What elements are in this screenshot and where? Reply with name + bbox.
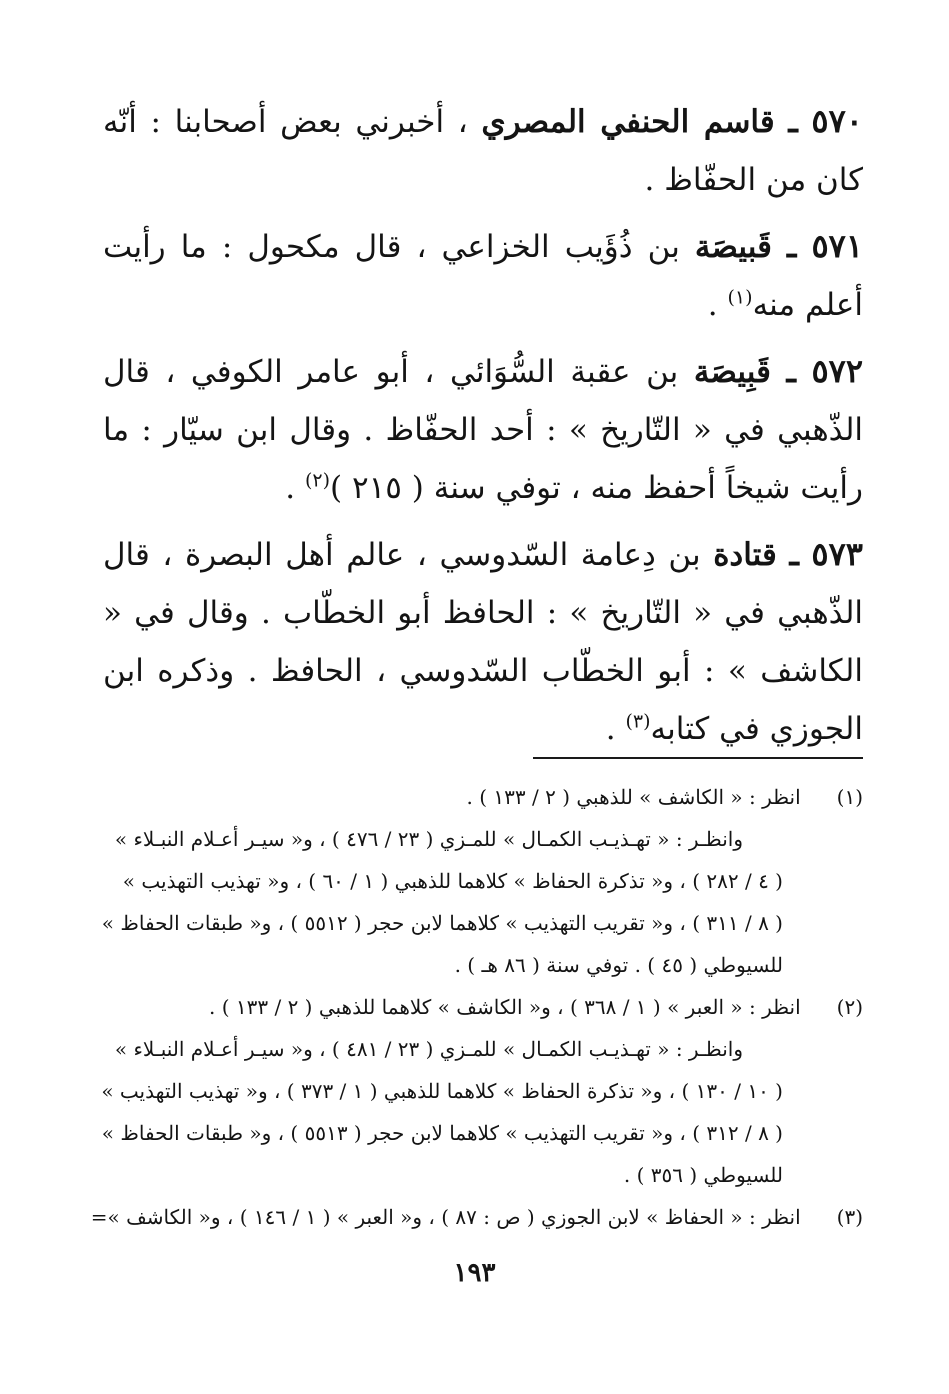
entry-name: قَبِيصَة	[693, 354, 771, 390]
footnote-line: وانظـر : « تهـذيـب الكمـال » للمـزي ( ٢٣ / ٤٧٦ ) ، و« سيـر أعـلام النبـلاء »	[114, 827, 743, 851]
footnote-number: (١)	[836, 785, 863, 809]
footnote-reference: (٣)	[625, 710, 651, 733]
entry-571	[103, 217, 863, 334]
entries-list	[103, 92, 863, 766]
footnote-2	[88, 986, 863, 1028]
footnote-number: (٢)	[836, 995, 863, 1019]
footnote-number: (٣)	[836, 1205, 863, 1229]
footnote-line: ( ٨ / ٣١١ ) ، و« تقريب التهذيب » كلاهما لابن حجر ( ٥٥١٢ ) ، و« طبقات الحفاظ »	[101, 911, 783, 935]
entry-number: ٥٧٣	[811, 535, 863, 573]
entry-end: .	[707, 287, 728, 323]
entry-name: قَبيصَة	[694, 229, 772, 265]
footnote-line: انظر : « العبر » ( ١ / ٣٦٨ ) ، و« الكاشف » كلاهما للذهبي ( ٢ / ١٣٣ ) .	[209, 995, 801, 1019]
entry-dash: ـ	[786, 352, 796, 390]
footnote-line: ( ٤ / ٢٨٢ ) ، و« تذكرة الحفاظ » كلاهما للذهبي ( ١ / ٦٠ ) ، و« تهذيب التهذيب »	[122, 869, 783, 893]
entry-end: .	[285, 470, 305, 506]
footnote-reference: (١)	[727, 286, 753, 309]
entry-572	[103, 342, 863, 517]
footnote-line: ( ٨ / ٣١٢ ) ، و« تقريب التهذيب » كلاهما لابن حجر ( ٥٥١٣ ) ، و« طبقات الحفاظ »	[101, 1121, 783, 1145]
entry-end: .	[605, 711, 626, 747]
entry-number: ٥٧٠	[811, 102, 863, 140]
footnote-line: للسيوطي ( ٣٥٦ ) .	[623, 1163, 783, 1187]
footnote-3	[88, 1196, 863, 1238]
entry-number: ٥٧٢	[811, 352, 864, 390]
entry-570	[103, 92, 863, 209]
footnote-line: ( ١٠ / ١٣٠ ) ، و« تذكرة الحفاظ » كلاهما للذهبي ( ١ / ٣٧٣ ) ، و« تهذيب التهذيب »	[101, 1079, 783, 1103]
entry-text: ، أخبرني بعض أصحابنا : أنّه كان من الحفّاظ .	[103, 104, 863, 198]
entry-text: بن عقبة السُّوَائي ، أبو عامر الكوفي ، قال الذّهبي في « التّاريخ » : أحد الحفّاظ . وقال ابن سيّار : ما رأيت شيخاً أحفظ منه ، توفي سنة ( ٢١٥ )	[103, 354, 863, 506]
footnote-line: للسيوطي ( ٤٥ ) . توفي سنة ( ٨٦ هـ ) .	[454, 953, 783, 977]
entry-dash: ـ	[789, 535, 799, 573]
footnote-1	[88, 776, 863, 818]
entry-text: بن دِعامة السّدوسي ، عالم أهل البصرة ، قال الذّهبي في « التّاريخ » : الحافظ أبو الخطّاب . وقال في « الكاشف » : أبو الخطّاب السّدوسي ، الحافظ . وذكره ابن الجوزي في كتابه	[103, 537, 863, 747]
entry-dash: ـ	[788, 102, 798, 140]
entry-number: ٥٧١	[811, 227, 864, 265]
entry-name: قتادة	[713, 537, 777, 573]
footnote-line: وانظـر : « تهـذيـب الكمـال » للمـزي ( ٢٣ / ٤٨١ ) ، و« سيـر أعـلام النبـلاء »	[114, 1037, 743, 1061]
entry-dash: ـ	[787, 227, 797, 265]
entry-text: بن ذُؤَيب الخزاعي ، قال مكحول : ما رأيت أعلم منه	[103, 229, 863, 323]
footnote-line: انظر : « الحفاظ » لابن الجوزي ( ص : ٨٧ ) ، و« العبر » ( ١ / ١٤٦ ) ، و« الكاشف »=	[90, 1205, 801, 1229]
entry-name: قاسم الحنفي المصري	[481, 104, 775, 140]
footnote-divider	[533, 757, 863, 759]
page-number: ١٩٣	[453, 1258, 496, 1288]
footnote-line: انظر : « الكاشف » للذهبي ( ٢ / ١٣٣ ) .	[466, 785, 801, 809]
entry-573	[103, 525, 863, 758]
footnotes	[88, 776, 863, 1238]
footnote-reference: (٢)	[304, 469, 330, 492]
